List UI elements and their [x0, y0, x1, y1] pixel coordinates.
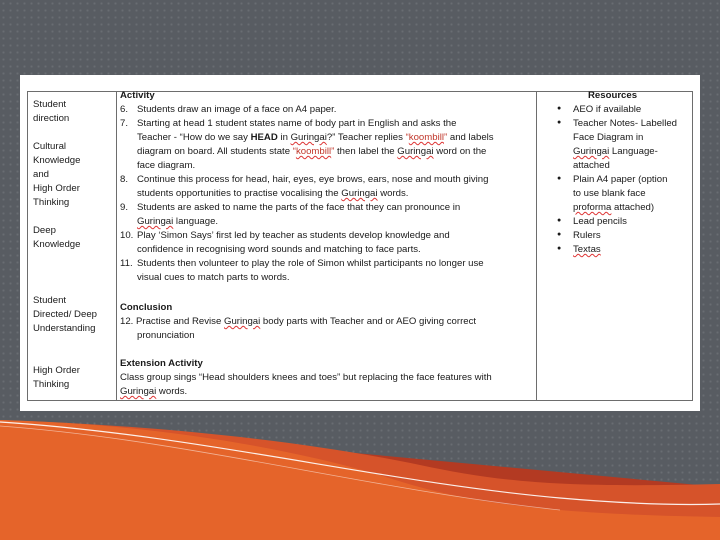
left-label: Thinking: [33, 197, 70, 208]
activity-item-line: Teacher - “How do we say HEAD in Guringai?” Teacher replies “koombill” and labels: [137, 132, 494, 143]
left-label: Thinking: [33, 379, 70, 390]
resource-bullet: ●: [557, 231, 562, 238]
activity-item-line: visual cues to match parts to words.: [137, 272, 290, 283]
extension-heading: Extension Activity: [120, 358, 203, 369]
left-label: Knowledge: [33, 239, 81, 250]
resource-item-line: Teacher Notes- Labelled: [573, 118, 677, 129]
resource-bullet: ●: [557, 105, 562, 112]
column-divider-right: [536, 92, 537, 400]
left-label: High Order: [33, 365, 80, 376]
resource-bullet: ●: [557, 175, 562, 182]
activity-item-number: 6.: [120, 104, 129, 115]
conclusion-heading: Conclusion: [120, 302, 173, 313]
decorative-bottom-band: [0, 420, 720, 540]
resource-item-line: attached: [573, 160, 610, 171]
left-label: direction: [33, 113, 70, 124]
extension-line: Guringai words.: [120, 386, 188, 397]
resource-item-line: Face Diagram in: [573, 132, 644, 143]
left-label: Deep: [33, 225, 56, 236]
activity-item-number: 11.: [120, 258, 133, 269]
activity-item-number: 8.: [120, 174, 129, 185]
resource-item-line: Guringai Language-: [573, 146, 658, 157]
left-label: and: [33, 169, 50, 180]
resource-item-line: to use blank face: [573, 188, 646, 199]
left-label: Student: [33, 295, 67, 306]
resource-item-line: Rulers: [573, 230, 601, 241]
activity-item-line: Guringai language.: [137, 216, 219, 227]
extension-line: Class group sings “Head shoulders knees and toes” but replacing the face features with: [120, 372, 492, 383]
column-divider-left: [116, 92, 117, 400]
activity-item-line: face diagram.: [137, 160, 196, 171]
lesson-plan-table: [27, 91, 693, 401]
left-label: Understanding: [33, 323, 96, 334]
resource-item-line: AEO if available: [573, 104, 642, 115]
resources-heading: Resources: [588, 90, 638, 101]
activity-heading: Activity: [120, 90, 155, 101]
slide-content-panel: [20, 75, 700, 411]
activity-item-number: 10.: [120, 230, 134, 241]
activity-item-line: students opportunities to practise vocalising the Guringai words.: [137, 188, 409, 199]
left-label: High Order: [33, 183, 80, 194]
resource-bullet: ●: [557, 217, 562, 224]
left-label: Directed/ Deep: [33, 309, 97, 320]
activity-item-line: Students are asked to name the parts of the face that they can pronounce in: [137, 202, 461, 213]
activity-item-line: Starting at head 1 student states name of body part in English and asks the: [137, 118, 457, 129]
activity-item-line: diagram on board. All students state “koombill” then label the Guringai word on the: [137, 146, 487, 157]
left-label: Cultural: [33, 141, 67, 152]
resource-item-line: Plain A4 paper (option: [573, 174, 668, 185]
activity-item-line: Continue this process for head, hair, eyes, eye brows, ears, nose and mouth giving: [137, 174, 489, 185]
activity-item-line: Students then volunteer to play the role of Simon whilst participants no longer use: [137, 258, 484, 269]
resource-bullet: ●: [557, 119, 562, 126]
activity-item-line: Students draw an image of a face on A4 paper.: [137, 104, 337, 115]
conclusion-line: pronunciation: [137, 330, 195, 341]
activity-item-number: 7.: [120, 118, 129, 129]
resource-item-line: Textas: [573, 244, 601, 255]
resource-bullet: ●: [557, 245, 562, 252]
activity-item-number: 9.: [120, 202, 129, 213]
resource-item-line: proforma attached): [573, 202, 655, 213]
left-label: Knowledge: [33, 155, 81, 166]
resource-item-line: Lead pencils: [573, 216, 627, 227]
left-label: Student: [33, 99, 67, 110]
conclusion-line: 12. Practise and Revise Guringai body parts with Teacher and or AEO giving correct: [120, 316, 477, 327]
activity-item-line: Play ‘Simon Says’ first led by teacher as students develop knowledge and: [137, 230, 450, 241]
activity-item-line: confidence in recognising word sounds and matching to face parts.: [137, 244, 421, 255]
